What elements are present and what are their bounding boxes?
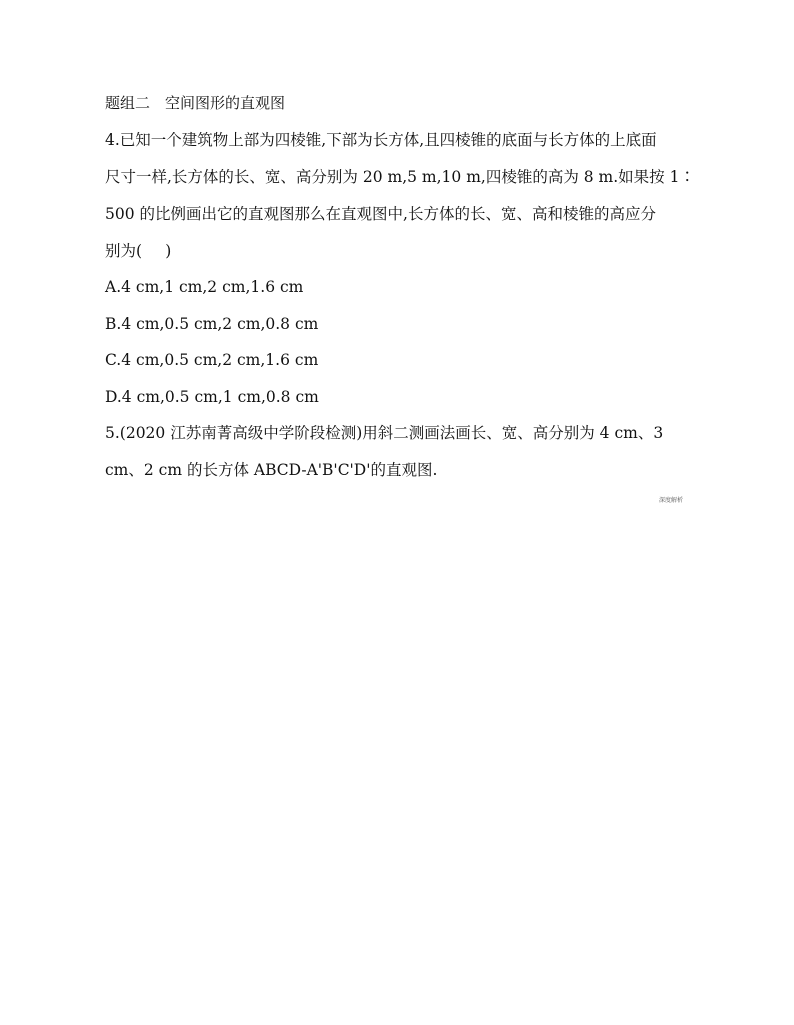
footnote-link[interactable]: 深度解析 <box>659 497 684 504</box>
question-4-line-3: 500 的比例画出它的直观图那么在直观图中,长方体的长、宽、高和棱锥的高应分 <box>105 205 656 223</box>
question-5-line-2: cm、2 cm 的长方体 ABCD-A'B'C'D'的直观图. <box>105 461 438 479</box>
section-title: 题组二 空间图形的直观图 <box>105 94 286 112</box>
question-4-line-1: 4.已知一个建筑物上部为四棱锥,下部为长方体,且四棱锥的底面与长方体的上底面 <box>105 131 657 149</box>
option-c: C.4 cm,0.5 cm,2 cm,1.6 cm <box>105 351 319 369</box>
option-b: B.4 cm,0.5 cm,2 cm,0.8 cm <box>105 315 319 333</box>
option-a: A.4 cm,1 cm,2 cm,1.6 cm <box>105 278 304 296</box>
question-5-line-1: 5.(2020 江苏南菁高级中学阶段检测)用斜二测画法画长、宽、高分别为 4 cm、3 <box>105 424 664 442</box>
question-4-line-2: 尺寸一样,长方体的长、宽、高分别为 20 m,5 m,10 m,四棱锥的高为 8 m.如果按 1∶ <box>105 168 695 186</box>
option-d: D.4 cm,0.5 cm,1 cm,0.8 cm <box>105 388 319 406</box>
question-4-line-4: 别为( ) <box>105 242 172 260</box>
